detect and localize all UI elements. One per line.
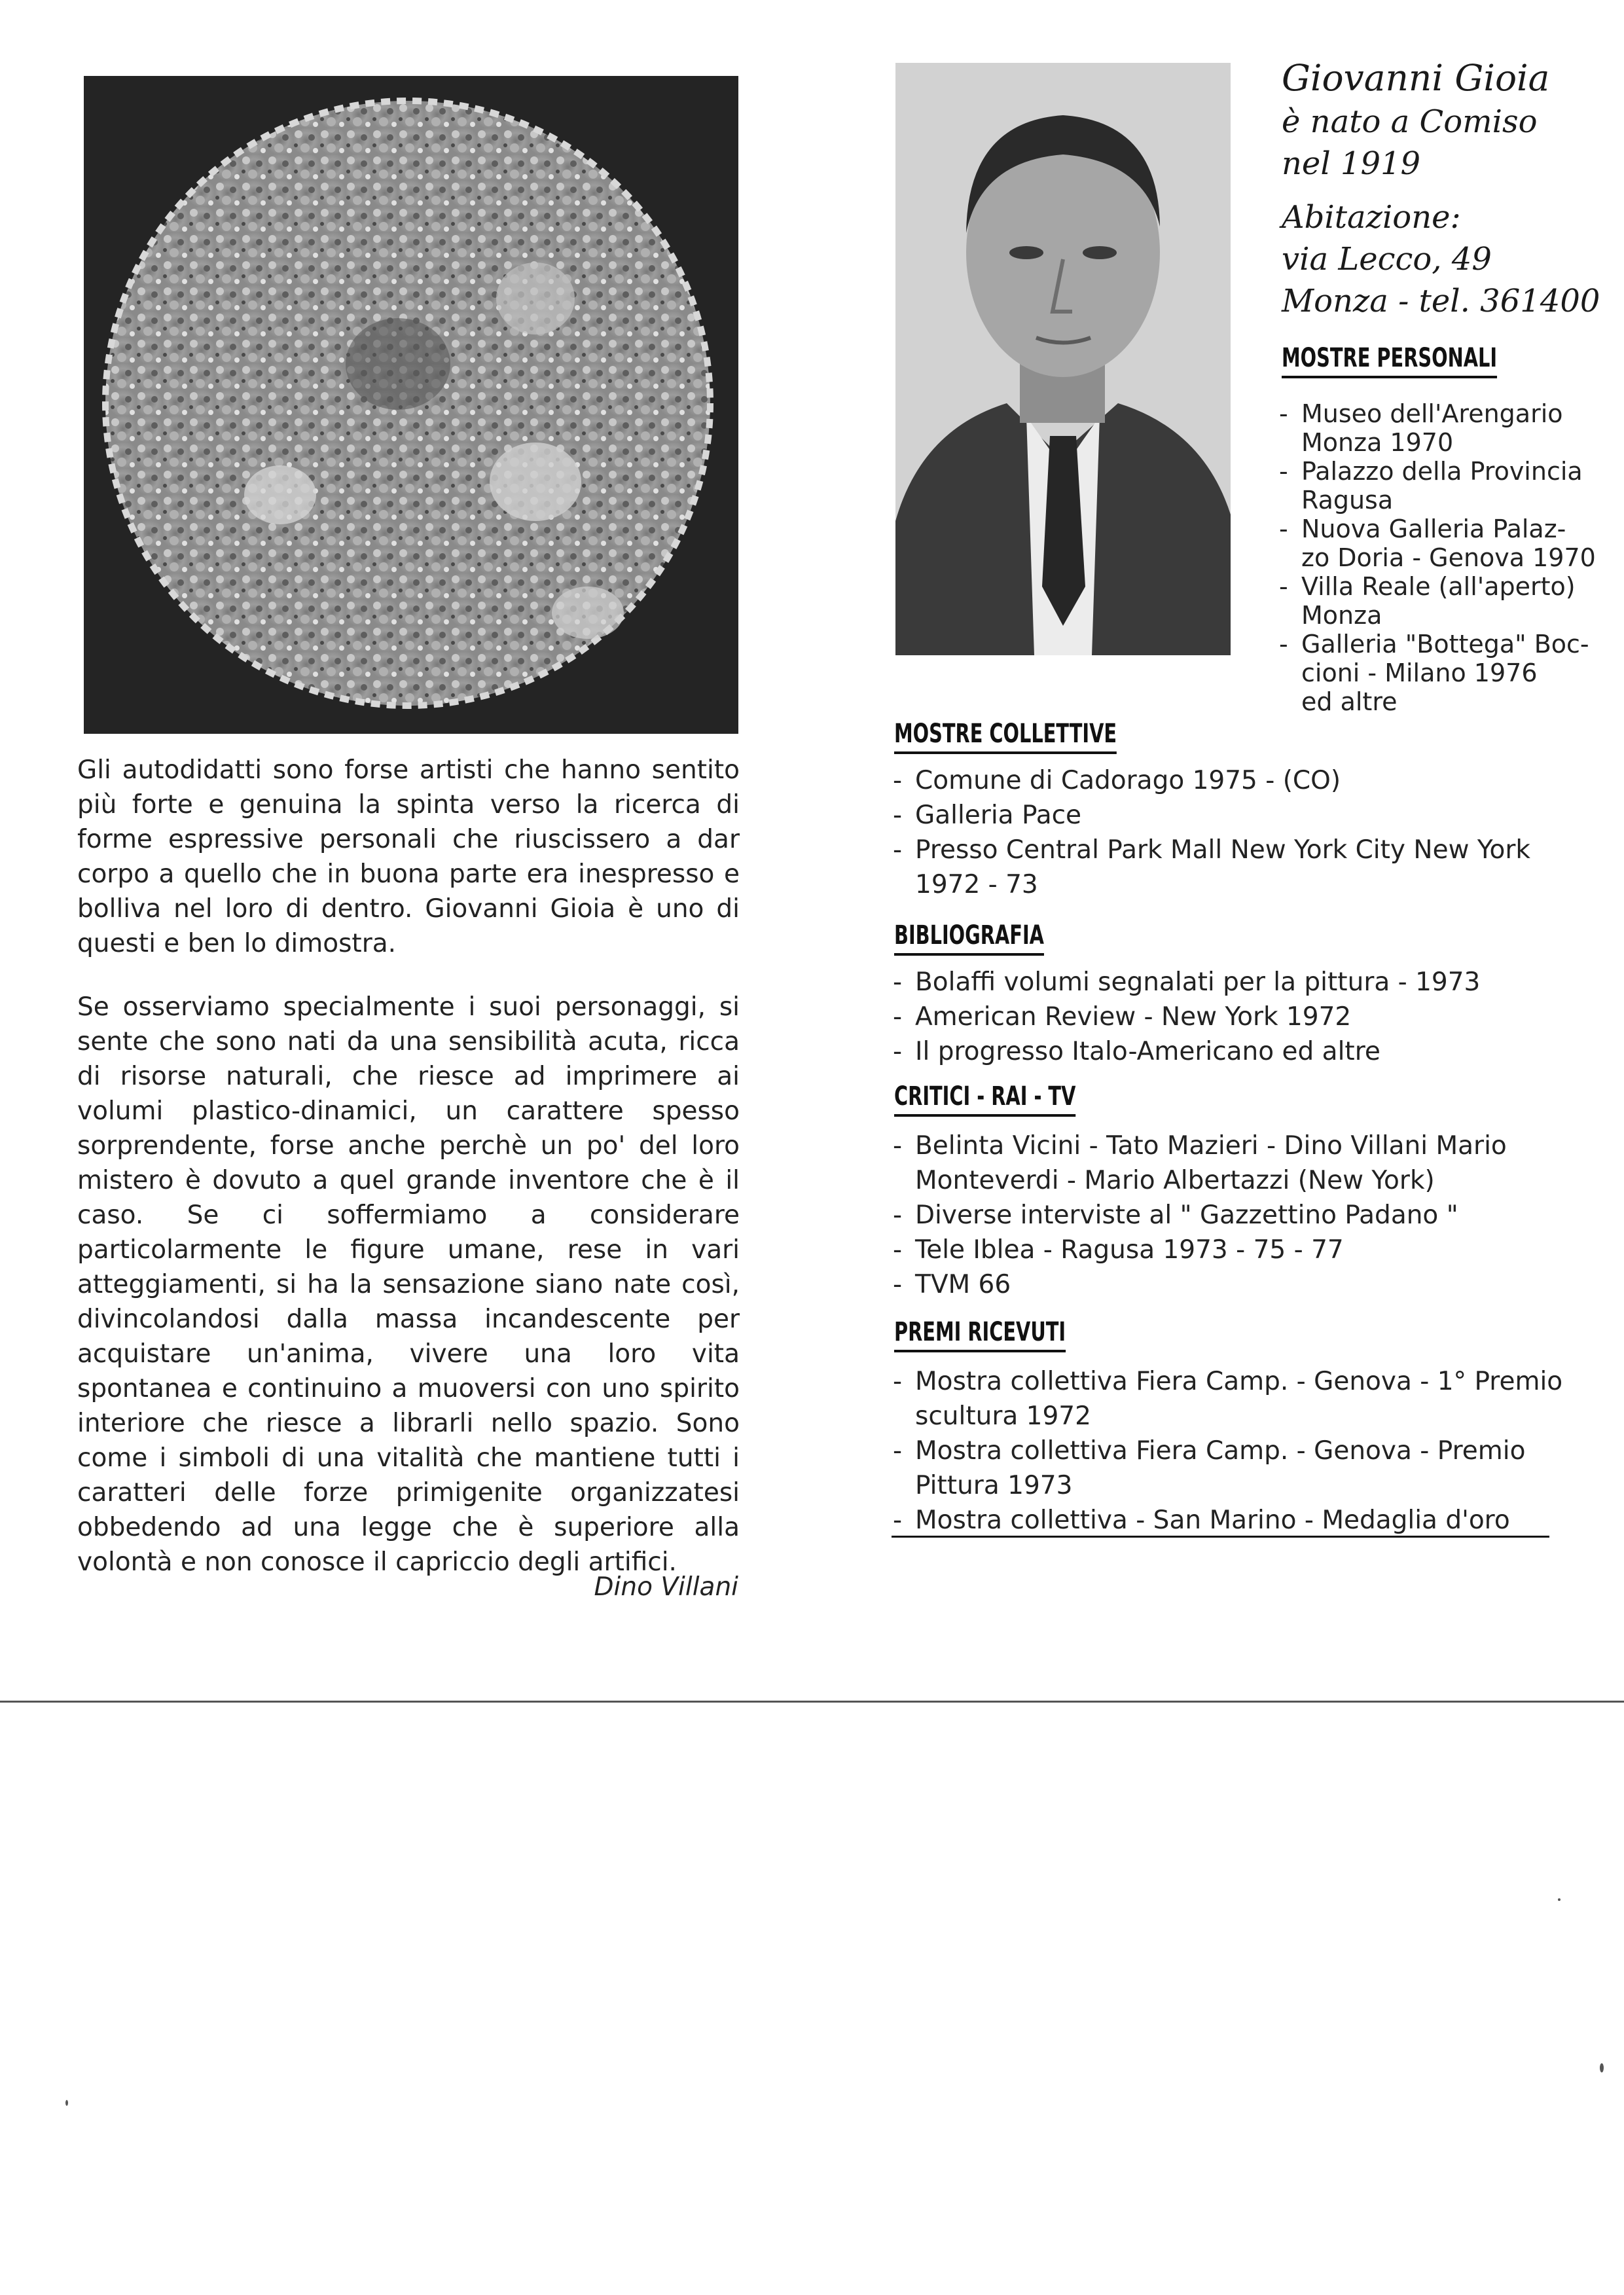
list-item: - Villa Reale (all'aperto) — [1276, 572, 1604, 601]
list-item: - Il progresso Italo-Americano ed altre — [890, 1034, 1597, 1069]
artist-name: Giovanni Gioia — [1282, 57, 1550, 99]
list-critici — [890, 1129, 1597, 1302]
list-mostre-collettive — [890, 763, 1597, 902]
artist-portrait — [895, 63, 1231, 655]
section-bibliografia — [894, 920, 1102, 956]
list-item-continuation: Ragusa — [1301, 486, 1394, 515]
paper-speck — [1600, 2063, 1604, 2072]
section-critici — [894, 1081, 1146, 1117]
list-item: - TVM 66 — [890, 1267, 1597, 1302]
section-mostre-collettive — [894, 719, 1203, 754]
list-item-continuation: 1972 - 73 — [915, 870, 1038, 899]
list-item: - Museo dell'Arengario — [1276, 399, 1604, 428]
section-heading: PREMI RICEVUTI — [894, 1317, 1066, 1352]
list-item-continuation: Monteverdi - Mario Albertazzi (New York) — [915, 1166, 1435, 1195]
list-item: - Comune di Cadorago 1975 - (CO) — [890, 763, 1597, 798]
section-heading: CRITICI - RAI - TV — [894, 1081, 1075, 1117]
list-item: - Palazzo della Provincia — [1276, 457, 1604, 486]
list-item-continuation: scultura 1972 — [915, 1401, 1091, 1431]
list-item: - American Review - New York 1972 — [890, 1000, 1597, 1034]
address-street: via Lecco, 49 — [1282, 241, 1492, 278]
essay-paragraph: Se osserviamo specialmente i suoi personaggi, si sente che sono nati da una sensibilità acuta, ricca di risorse naturali, che riesce ad imprimere ai volumi plastico-dinamici, un carattere spesso sorprendente, forse anche perchè un po' del loro mistero è dovuto a quel grande inventore che è il caso. Se ci soffermiamo a considerare particolarmente le figure umane, rese in vari atteggiamenti, si ha la sensazione siano nate così, divincolandosi dalla massa incandescente per acquistare un'anima, vivere una loro vita spontanea e continuino a muoversi con uno spirito interiore che riesce a librarli nello spazio. Sono come i simboli di una vitalità che mantiene tutti i caratteri delle forze primigenite organizzatesi obbedendo ad una legge che è superiore alla volontà e non conosce il capriccio degli artifici. — [77, 992, 740, 1577]
page-fold-line — [0, 1701, 1624, 1703]
section-heading: BIBLIOGRAFIA — [894, 920, 1044, 956]
list-item: - Presso Central Park Mall New York City New York — [890, 833, 1597, 867]
section-heading: MOSTRE PERSONALI — [1282, 343, 1497, 378]
list-mostre-personali — [1276, 399, 1604, 716]
address-city-phone: Monza - tel. 361400 — [1282, 283, 1600, 319]
sculpture-photo — [84, 76, 738, 734]
list-bibliografia — [890, 965, 1597, 1069]
list-item: - Mostra collettiva - San Marino - Medaglia d'oro — [890, 1503, 1597, 1538]
closing-rule — [892, 1536, 1549, 1538]
list-item-continuation: cioni - Milano 1976 — [1301, 659, 1538, 687]
author-signature: Dino Villani — [594, 1572, 738, 1602]
list-item: - Diverse interviste al " Gazzettino Padano " — [890, 1198, 1597, 1233]
artist-bio — [1282, 55, 1615, 322]
paper-speck — [65, 2100, 68, 2106]
list-item: - Nuova Galleria Palaz- — [1276, 515, 1604, 543]
address-label: Abitazione: — [1282, 199, 1461, 236]
section-heading: MOSTRE COLLETTIVE — [894, 719, 1117, 754]
section-mostre-personali — [1282, 343, 1581, 378]
list-item: - Tele Iblea - Ragusa 1973 - 75 - 77 — [890, 1233, 1597, 1267]
section-premi — [894, 1317, 1132, 1352]
list-item: - Mostra collettiva Fiera Camp. - Genova - Premio — [890, 1434, 1597, 1468]
list-item: - Galleria "Bottega" Boc- — [1276, 630, 1604, 659]
birth-year: nel 1919 — [1282, 145, 1421, 182]
list-premi — [890, 1364, 1597, 1538]
paper-speck — [1558, 1898, 1561, 1901]
list-item-continuation: Monza — [1301, 601, 1382, 630]
list-item: - Belinta Vicini - Tato Mazieri - Dino Villani Mario — [890, 1129, 1597, 1163]
essay-paragraph: Gli autodidatti sono forse artisti che hanno sentito più forte e genuina la spinta verso la ricerca di forme espressive personali che riuscissero a dar corpo a quello che in buona parte era inespresso e bolliva nel loro di dentro. Giovanni Gioia è uno di questi e ben lo dimostra. — [77, 755, 740, 958]
essay-text — [77, 753, 740, 1608]
list-item: - Mostra collettiva Fiera Camp. - Genova - 1° Premio — [890, 1364, 1597, 1399]
list-item: - Bolaffi volumi segnalati per la pittura - 1973 — [890, 965, 1597, 1000]
birth-place: è nato a Comiso — [1282, 103, 1538, 140]
list-item: - Galleria Pace — [890, 798, 1597, 833]
list-item-continuation: ed altre — [1301, 687, 1398, 716]
list-item-continuation: Monza 1970 — [1301, 428, 1454, 457]
list-item-continuation: Pittura 1973 — [915, 1471, 1073, 1500]
list-item-continuation: zo Doria - Genova 1970 — [1301, 543, 1596, 572]
